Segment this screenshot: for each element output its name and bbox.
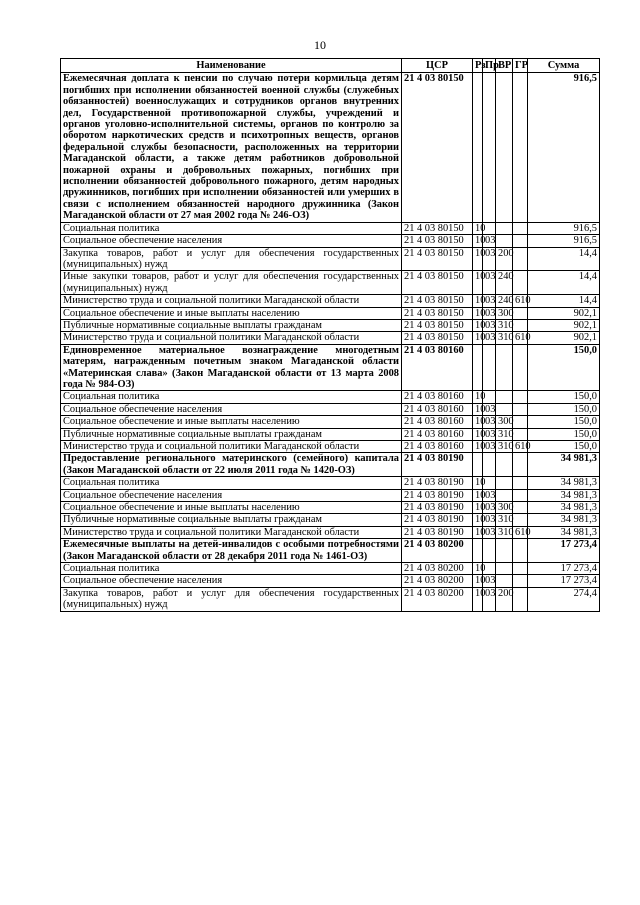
row-csr-cell: 21 4 03 80190 xyxy=(402,453,473,477)
row-pr-cell: 03 xyxy=(483,587,496,611)
table-row xyxy=(61,587,600,611)
row-gr-cell xyxy=(513,391,528,403)
row-pr-cell: 03 xyxy=(483,514,496,526)
table-row xyxy=(61,575,600,587)
row-sum-cell: 150,0 xyxy=(528,344,600,391)
row-csr-cell: 21 4 03 80150 xyxy=(402,235,473,247)
table-row xyxy=(61,526,600,538)
row-gr-cell xyxy=(513,416,528,428)
row-vr-cell xyxy=(496,235,513,247)
row-vr-cell xyxy=(496,563,513,575)
row-gr-cell xyxy=(513,477,528,489)
row-sum-cell: 150,0 xyxy=(528,403,600,415)
row-rz-cell: 10 xyxy=(473,477,483,489)
row-rz-cell: 10 xyxy=(473,575,483,587)
row-gr-cell: 610 xyxy=(513,332,528,344)
table-row xyxy=(61,332,600,344)
row-name-cell: Министерство труда и социальной политики Магаданской области xyxy=(61,441,402,453)
row-sum-cell: 150,0 xyxy=(528,441,600,453)
row-pr-cell xyxy=(483,539,496,563)
header-name: Наименование xyxy=(61,59,402,73)
row-name-cell: Закупка товаров, работ и услуг для обеспечения государственных (муниципальных) нужд xyxy=(61,587,402,611)
row-vr-cell: 300 xyxy=(496,307,513,319)
row-csr-cell: 21 4 03 80150 xyxy=(402,307,473,319)
row-rz-cell: 10 xyxy=(473,295,483,307)
row-rz-cell xyxy=(473,73,483,222)
row-gr-cell xyxy=(513,271,528,295)
row-sum-cell: 14,4 xyxy=(528,247,600,271)
row-rz-cell: 10 xyxy=(473,428,483,440)
table-row xyxy=(61,391,600,403)
row-pr-cell: 03 xyxy=(483,247,496,271)
row-rz-cell: 10 xyxy=(473,332,483,344)
row-pr-cell: 03 xyxy=(483,271,496,295)
row-name-cell: Социальная политика xyxy=(61,477,402,489)
row-rz-cell: 10 xyxy=(473,403,483,415)
row-gr-cell xyxy=(513,514,528,526)
row-rz-cell: 10 xyxy=(473,247,483,271)
row-csr-cell: 21 4 03 80200 xyxy=(402,539,473,563)
table-row xyxy=(61,271,600,295)
row-name-cell: Публичные нормативные социальные выплаты гражданам xyxy=(61,319,402,331)
row-vr-cell: 300 xyxy=(496,502,513,514)
row-csr-cell: 21 4 03 80160 xyxy=(402,416,473,428)
row-name-cell: Социальное обеспечение и иные выплаты населению xyxy=(61,307,402,319)
row-name-cell: Публичные нормативные социальные выплаты гражданам xyxy=(61,514,402,526)
table-row xyxy=(61,235,600,247)
header-rz: Рз xyxy=(473,59,483,73)
row-gr-cell xyxy=(513,235,528,247)
row-vr-cell xyxy=(496,391,513,403)
row-sum-cell: 14,4 xyxy=(528,271,600,295)
table-row xyxy=(61,563,600,575)
row-name-cell: Социальное обеспечение населения xyxy=(61,235,402,247)
header-csr: ЦСР xyxy=(402,59,473,73)
row-name-cell: Социальное обеспечение населения xyxy=(61,403,402,415)
row-vr-cell: 300 xyxy=(496,416,513,428)
row-name-cell: Социальная политика xyxy=(61,391,402,403)
row-csr-cell: 21 4 03 80160 xyxy=(402,391,473,403)
row-gr-cell xyxy=(513,319,528,331)
row-pr-cell: 03 xyxy=(483,526,496,538)
header-gr: ГР xyxy=(513,59,528,73)
row-rz-cell: 10 xyxy=(473,271,483,295)
row-name-cell: Социальное обеспечение населения xyxy=(61,575,402,587)
row-pr-cell: 03 xyxy=(483,441,496,453)
section-row xyxy=(61,539,600,563)
table-row xyxy=(61,441,600,453)
table-row xyxy=(61,514,600,526)
row-csr-cell: 21 4 03 80150 xyxy=(402,332,473,344)
row-gr-cell xyxy=(513,247,528,271)
row-sum-cell: 916,5 xyxy=(528,235,600,247)
table-row xyxy=(61,428,600,440)
row-sum-cell: 34 981,3 xyxy=(528,514,600,526)
row-rz-cell: 10 xyxy=(473,563,483,575)
row-gr-cell xyxy=(513,453,528,477)
row-csr-cell: 21 4 03 80190 xyxy=(402,477,473,489)
row-gr-cell xyxy=(513,575,528,587)
table-row xyxy=(61,489,600,501)
table-row xyxy=(61,222,600,234)
row-gr-cell: 610 xyxy=(513,526,528,538)
row-gr-cell xyxy=(513,502,528,514)
row-vr-cell xyxy=(496,539,513,563)
row-vr-cell: 200 xyxy=(496,247,513,271)
header-pr: Пр xyxy=(483,59,496,73)
row-rz-cell: 10 xyxy=(473,441,483,453)
row-gr-cell xyxy=(513,222,528,234)
row-vr-cell: 310 xyxy=(496,319,513,331)
row-rz-cell: 10 xyxy=(473,502,483,514)
row-pr-cell: 03 xyxy=(483,295,496,307)
table-row xyxy=(61,502,600,514)
row-gr-cell xyxy=(513,587,528,611)
row-csr-cell: 21 4 03 80190 xyxy=(402,489,473,501)
row-gr-cell xyxy=(513,73,528,222)
row-vr-cell: 310 xyxy=(496,428,513,440)
row-pr-cell: 03 xyxy=(483,332,496,344)
row-vr-cell: 200 xyxy=(496,587,513,611)
row-gr-cell xyxy=(513,344,528,391)
section-row xyxy=(61,344,600,391)
row-gr-cell xyxy=(513,489,528,501)
row-csr-cell: 21 4 03 80150 xyxy=(402,247,473,271)
row-rz-cell: 10 xyxy=(473,416,483,428)
table-header xyxy=(61,59,600,73)
row-pr-cell: 03 xyxy=(483,428,496,440)
row-pr-cell: 03 xyxy=(483,319,496,331)
row-vr-cell xyxy=(496,403,513,415)
row-rz-cell: 10 xyxy=(473,319,483,331)
row-gr-cell xyxy=(513,307,528,319)
table-row xyxy=(61,307,600,319)
row-vr-cell: 310 xyxy=(496,514,513,526)
row-pr-cell: 03 xyxy=(483,403,496,415)
row-csr-cell: 21 4 03 80200 xyxy=(402,575,473,587)
row-rz-cell: 10 xyxy=(473,391,483,403)
table-row xyxy=(61,295,600,307)
row-sum-cell: 17 273,4 xyxy=(528,575,600,587)
row-name-cell: Социальное обеспечение и иные выплаты населению xyxy=(61,502,402,514)
table-row xyxy=(61,247,600,271)
row-sum-cell: 150,0 xyxy=(528,416,600,428)
row-vr-cell xyxy=(496,73,513,222)
row-csr-cell: 21 4 03 80160 xyxy=(402,428,473,440)
row-csr-cell: 21 4 03 80190 xyxy=(402,526,473,538)
row-name-cell: Ежемесячные выплаты на детей-инвалидов с особыми потребностями (Закон Магаданской области от 28 декабря 2011 года № 1461-ОЗ) xyxy=(61,539,402,563)
row-pr-cell: 03 xyxy=(483,235,496,247)
row-csr-cell: 21 4 03 80160 xyxy=(402,344,473,391)
row-csr-cell: 21 4 03 80150 xyxy=(402,73,473,222)
row-name-cell: Единовременное материальное вознаграждение многодетным матерям, награжденным почетным знаком Магаданской области «Материнская слава» (Закон Магаданской области от 13 марта 2008 года № 984-ОЗ) xyxy=(61,344,402,391)
row-rz-cell: 10 xyxy=(473,235,483,247)
row-sum-cell: 916,5 xyxy=(528,73,600,222)
row-name-cell: Социальное обеспечение и иные выплаты населению xyxy=(61,416,402,428)
row-sum-cell: 150,0 xyxy=(528,428,600,440)
row-csr-cell: 21 4 03 80200 xyxy=(402,563,473,575)
row-rz-cell xyxy=(473,344,483,391)
row-vr-cell: 310 xyxy=(496,441,513,453)
row-rz-cell: 10 xyxy=(473,587,483,611)
row-name-cell: Министерство труда и социальной политики Магаданской области xyxy=(61,332,402,344)
row-csr-cell: 21 4 03 80150 xyxy=(402,319,473,331)
section-row xyxy=(61,73,600,222)
row-name-cell: Предоставление регионального материнского (семейного) капитала (Закон Магаданской области от 22 июля 2011 года № 1420-ОЗ) xyxy=(61,453,402,477)
row-csr-cell: 21 4 03 80200 xyxy=(402,587,473,611)
row-gr-cell: 610 xyxy=(513,295,528,307)
table-row xyxy=(61,416,600,428)
row-pr-cell: 03 xyxy=(483,502,496,514)
row-name-cell: Закупка товаров, работ и услуг для обеспечения государственных (муниципальных) нужд xyxy=(61,247,402,271)
row-vr-cell: 310 xyxy=(496,332,513,344)
row-name-cell: Министерство труда и социальной политики Магаданской области xyxy=(61,295,402,307)
row-gr-cell xyxy=(513,563,528,575)
row-rz-cell: 10 xyxy=(473,526,483,538)
row-sum-cell: 150,0 xyxy=(528,391,600,403)
row-pr-cell: 03 xyxy=(483,416,496,428)
table-row xyxy=(61,477,600,489)
row-vr-cell xyxy=(496,453,513,477)
row-csr-cell: 21 4 03 80150 xyxy=(402,295,473,307)
row-sum-cell: 916,5 xyxy=(528,222,600,234)
row-csr-cell: 21 4 03 80160 xyxy=(402,403,473,415)
row-name-cell: Министерство труда и социальной политики Магаданской области xyxy=(61,526,402,538)
row-gr-cell xyxy=(513,428,528,440)
row-vr-cell: 240 xyxy=(496,271,513,295)
row-sum-cell: 274,4 xyxy=(528,587,600,611)
row-vr-cell: 240 xyxy=(496,295,513,307)
budget-table xyxy=(60,58,600,612)
row-sum-cell: 902,1 xyxy=(528,332,600,344)
row-name-cell: Социальное обеспечение населения xyxy=(61,489,402,501)
row-pr-cell xyxy=(483,73,496,222)
table-body xyxy=(61,73,600,611)
section-row xyxy=(61,453,600,477)
header-sum: Сумма xyxy=(528,59,600,73)
row-sum-cell: 34 981,3 xyxy=(528,489,600,501)
row-rz-cell: 10 xyxy=(473,222,483,234)
row-gr-cell xyxy=(513,539,528,563)
row-name-cell: Социальная политика xyxy=(61,563,402,575)
row-pr-cell: 03 xyxy=(483,489,496,501)
row-rz-cell xyxy=(473,453,483,477)
table-header-row xyxy=(61,59,600,73)
row-vr-cell xyxy=(496,222,513,234)
row-pr-cell: 03 xyxy=(483,575,496,587)
row-vr-cell xyxy=(496,477,513,489)
row-rz-cell xyxy=(473,539,483,563)
row-rz-cell: 10 xyxy=(473,489,483,501)
row-rz-cell: 10 xyxy=(473,514,483,526)
row-name-cell: Иные закупки товаров, работ и услуг для обеспечения государственных (муниципальных) нужд xyxy=(61,271,402,295)
row-pr-cell: 03 xyxy=(483,307,496,319)
page-number: 10 xyxy=(314,38,326,52)
row-sum-cell: 34 981,3 xyxy=(528,477,600,489)
table-row xyxy=(61,319,600,331)
row-name-cell: Ежемесячная доплата к пенсии по случаю потери кормильца детям погибших при исполнении обязанностей военной службы (служебных обязанностей) военнослужащих и сотрудников органов внутренних дел, Государственной противопожарной службы, учреждений и органов уголовно-исполнительной системы, органов по контролю за оборотом наркотических средств и психотропных веществ, органов федеральной службы безопасности, расположенных на территории Магаданской области, а также детям работников добровольной пожарной охраны и добровольных пожарных, погибших при исполнении обязанностей добровольного пожарного, детям народных дружинников, погибших при исполнении обязанностей или умерших в связи с исполнением обязанностей народного дружинника (Закон Магаданской области от 27 мая 2002 года № 246-ОЗ) xyxy=(61,73,402,222)
row-sum-cell: 34 981,3 xyxy=(528,453,600,477)
row-csr-cell: 21 4 03 80150 xyxy=(402,222,473,234)
row-vr-cell xyxy=(496,575,513,587)
row-csr-cell: 21 4 03 80150 xyxy=(402,271,473,295)
row-gr-cell: 610 xyxy=(513,441,528,453)
row-sum-cell: 17 273,4 xyxy=(528,539,600,563)
row-sum-cell: 34 981,3 xyxy=(528,526,600,538)
row-sum-cell: 902,1 xyxy=(528,319,600,331)
row-vr-cell: 310 xyxy=(496,526,513,538)
row-name-cell: Социальная политика xyxy=(61,222,402,234)
row-rz-cell: 10 xyxy=(473,307,483,319)
row-gr-cell xyxy=(513,403,528,415)
row-csr-cell: 21 4 03 80160 xyxy=(402,441,473,453)
row-csr-cell: 21 4 03 80190 xyxy=(402,502,473,514)
row-name-cell: Публичные нормативные социальные выплаты гражданам xyxy=(61,428,402,440)
row-csr-cell: 21 4 03 80190 xyxy=(402,514,473,526)
row-pr-cell xyxy=(483,453,496,477)
row-pr-cell xyxy=(483,344,496,391)
row-sum-cell: 17 273,4 xyxy=(528,563,600,575)
row-sum-cell: 34 981,3 xyxy=(528,502,600,514)
header-vr: ВР xyxy=(496,59,513,73)
row-sum-cell: 902,1 xyxy=(528,307,600,319)
row-vr-cell xyxy=(496,489,513,501)
row-vr-cell xyxy=(496,344,513,391)
table-row xyxy=(61,403,600,415)
row-sum-cell: 14,4 xyxy=(528,295,600,307)
